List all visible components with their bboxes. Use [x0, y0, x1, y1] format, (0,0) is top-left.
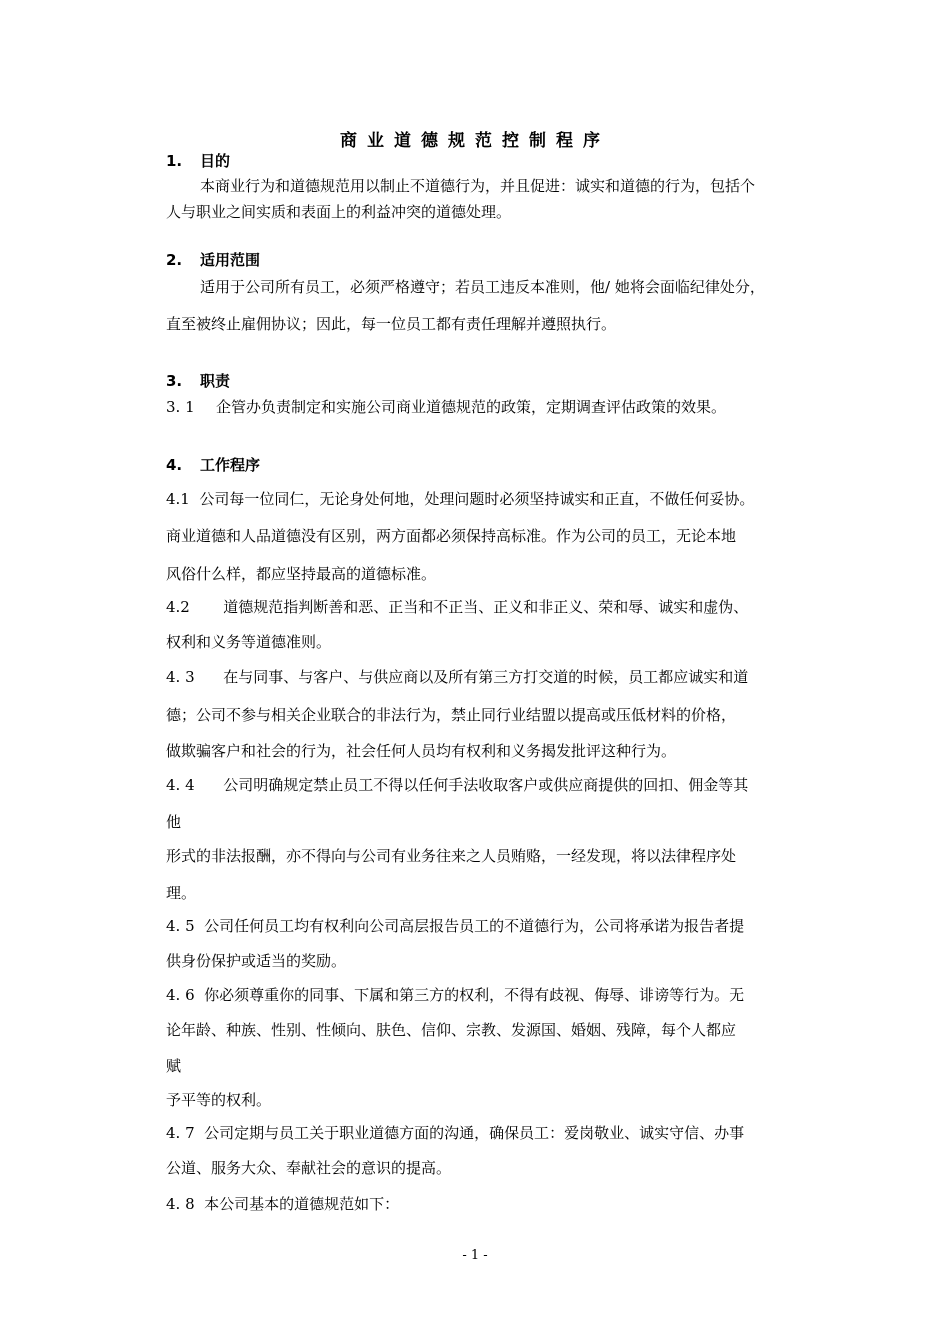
section-4-line: 4. 7 公司定期与员工关于职业道德方面的沟通，确保员工：爱岗敬业、诚实守信、办事 — [166, 1124, 745, 1142]
section-4-heading — [166, 456, 260, 474]
section-3-title: 职责 — [200, 372, 231, 390]
document-title: 商业道德规范控制程序 — [340, 131, 610, 151]
section-4-line: 做欺骗客户和社会的行为，社会任何人员均有权利和义务揭发批评这种行为。 — [166, 742, 677, 760]
section-1-title: 目的 — [200, 152, 231, 170]
section-4-line: 4. 3 在与同事、与客户、与供应商以及所有第三方打交道的时候，员工都应诚实和道 — [166, 668, 749, 686]
section-4-line: 4. 8 本公司基本的道德规范如下： — [166, 1195, 400, 1213]
section-4-line: 商业道德和人品道德没有区别，两方面都必须保持高标准。作为公司的员工，无论本地 — [166, 527, 737, 545]
section-4-line: 4.2 道德规范指判断善和恶、正当和不正当、正义和非正义、荣和辱、诚实和虚伪、 — [166, 598, 749, 616]
section-4-line: 风俗什么样，都应坚持最高的道德标准。 — [166, 565, 437, 583]
section-4-line: 予平等的权利。 — [166, 1091, 272, 1109]
section-1-line: 本商业行为和道德规范用以制止不道德行为，并且促进：诚实和道德的行为，包括个 — [200, 177, 756, 195]
section-4-line: 论年龄、种族、性别、性倾向、肤色、信仰、宗教、发源国、婚姻、残障，每个人都应 — [166, 1021, 737, 1039]
section-2-line: 直至被终止雇佣协议；因此，每一位员工都有责任理解并遵照执行。 — [166, 315, 617, 333]
section-2-line: 适用于公司所有员工，必须严格遵守；若员工违反本准则，他/ 她将会面临纪律处分， — [200, 278, 765, 296]
page-number: - 1 - — [462, 1248, 488, 1263]
section-4-line: 供身份保护或适当的奖励。 — [166, 952, 347, 970]
section-4-line: 4.1 公司每一位同仁，无论身处何地，处理问题时必须坚持诚实和正直，不做任何妥协。 — [166, 490, 755, 508]
section-2-number: 2. — [166, 251, 183, 269]
section-1-heading — [166, 152, 230, 170]
section-4-line: 权利和义务等道德准则。 — [166, 633, 332, 651]
section-3-number: 3. — [166, 372, 183, 390]
section-4-line: 赋 — [166, 1057, 182, 1075]
section-1-number: 1. — [166, 152, 183, 170]
section-1-line: 人与职业之间实质和表面上的利益冲突的道德处理。 — [166, 203, 512, 221]
section-2-heading — [166, 251, 260, 269]
item-text: 企管办负责制定和实施公司商业道德规范的政策，定期调查评估政策的效果。 — [216, 398, 727, 416]
section-4-line: 4. 4 公司明确规定禁止员工不得以任何手法收取客户或供应商提供的回扣、佣金等其 — [166, 776, 749, 794]
section-2-title: 适用范围 — [200, 251, 261, 269]
section-4-line: 4. 6 你必须尊重你的同事、下属和第三方的权利，不得有歧视、侮辱、诽谤等行为。无 — [166, 986, 745, 1004]
section-3-heading — [166, 372, 230, 390]
section-4-line: 4. 5 公司任何员工均有权利向公司高层报告员工的不道德行为，公司将承诺为报告者提 — [166, 917, 745, 935]
section-4-number: 4. — [166, 456, 183, 474]
item-number: 3. 1 — [166, 398, 195, 416]
section-4-line: 理。 — [166, 884, 197, 902]
section-4-line: 德；公司不参与相关企业联合的非法行为，禁止同行业结盟以提高或压低材料的价格， — [166, 706, 737, 724]
section-4-title: 工作程序 — [200, 456, 261, 474]
section-4-line: 公道、服务大众、奉献社会的意识的提高。 — [166, 1159, 452, 1177]
section-4-line: 形式的非法报酬，亦不得向与公司有业务往来之人员贿赂，一经发现，将以法律程序处 — [166, 847, 737, 865]
section-3-item — [166, 398, 726, 416]
section-4-line: 他 — [166, 813, 182, 831]
